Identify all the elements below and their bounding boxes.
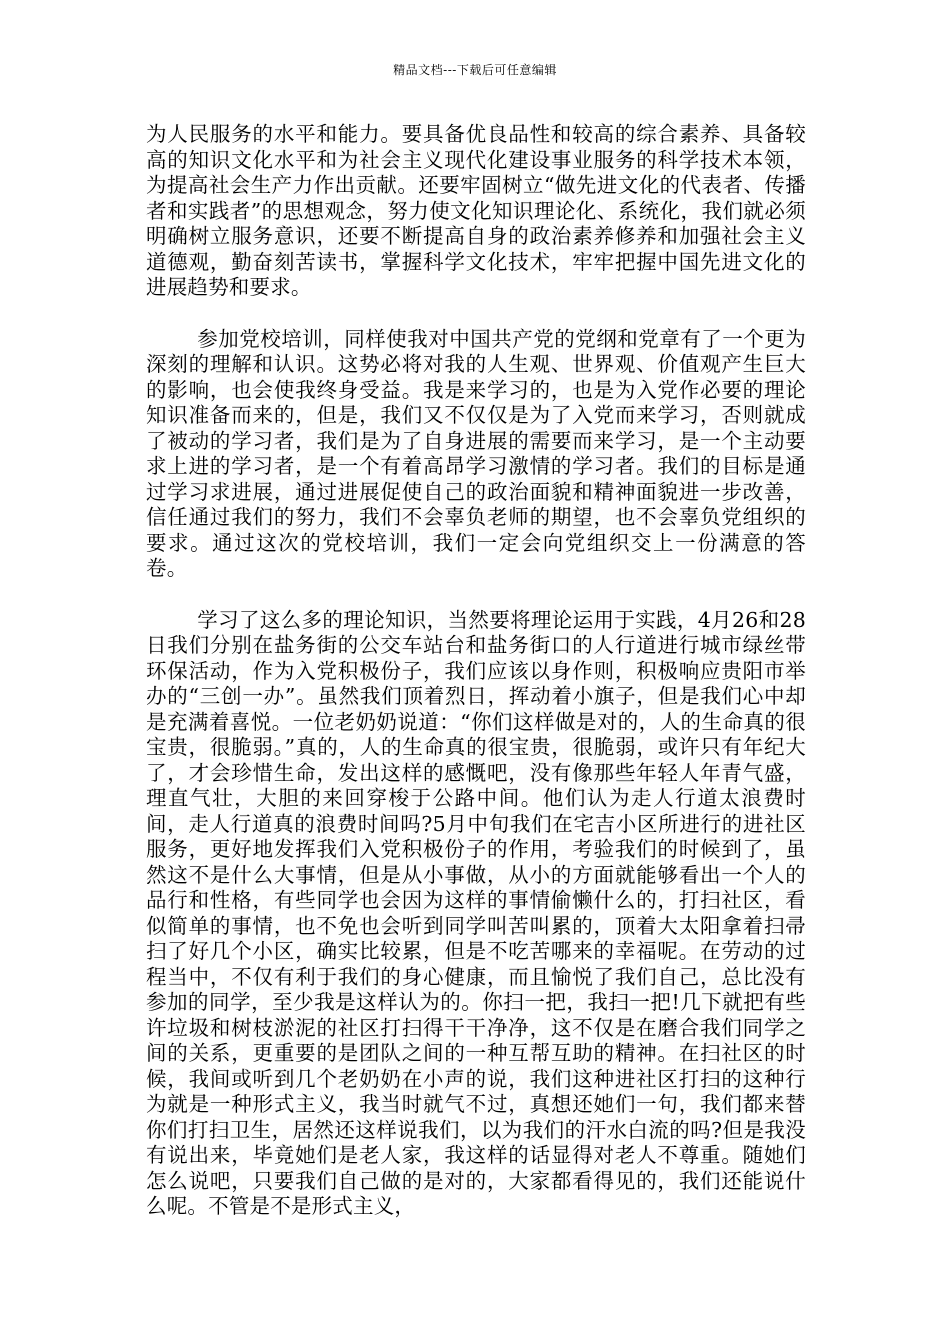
paragraph-1: 为人民服务的水平和能力。要具备优良品性和较高的综合素养、具备较高的知识文化水平和为社会主义现代化建设事业服务的科学技术本领，为提高社会生产力作出贡献。还要牢固树立“做先进文化的代表者、传播者和实践者”的思想观念，努力使文化知识理论化、系统化，我们就必须明确树立服务意识，还要不断提高自身的政治素养修养和加强社会主义道德观，勤奋刻苦读书，掌握科学文化技术，牢牢把握中国先进文化的进展趋势和要求。 [146, 122, 806, 299]
page-header: 精品文档---下载后可任意编辑 [393, 63, 557, 77]
paragraph-3: 学习了这么多的理论知识，当然要将理论运用于实践，4月26和28日我们分别在盐务街的公交车站台和盐务街口的人行道进行城市绿丝带环保活动，作为入党积极份子，我们应该以身作则，积极响应贵阳市举办的“三创一办”。虽然我们顶着烈日，挥动着小旗子，但是我们心中却是充满着喜悦。一位老奶奶说道：“你们这样做是对的，人的生命真的很宝贵，很脆弱。”真的，人的生命真的很宝贵，很脆弱，或许只有年纪大了，才会珍惜生命，发出这样的感慨吧，没有像那些年轻人年青气盛，理直气壮，大胆的来回穿梭于公路中间。他们认为走人行道太浪费时间，走人行道真的浪费时间吗?5月中旬我们在宅吉小区所进行的进社区服务，更好地发挥我们入党积极份子的作用，考验我们的时候到了，虽然这不是什么大事情，但是从小事做，从小的方面就能够看出一个人的品行和性格，有些同学也会因为这样的事情偷懒什么的，打扫社区，看似简单的事情，也不免也会听到同学叫苦叫累的，顶着大太阳拿着扫帚扫了好几个小区，确实比较累，但是不吃苦哪来的幸福呢。在劳动的过程当中，不仅有利于我们的身心健康，而且愉悦了我们自己，总比没有参加的同学，至少我是这样认为的。你扫一把，我扫一把!几下就把有些许垃圾和树枝淤泥的社区打扫得干干净净，这不仅是在磨合我们同学之间的关系，更重要的是团队之间的一种互帮互助的精神。在扫社区的时候，我间或听到几个老奶奶在小声的说，我们这种进社区打扫的这种行为就是一种形式主义，我当时就气不过，真想还她们一句，我们都来替你们打扫卫生，居然还这样说我们，以为我们的汗水白流的吗?但是我没有说出来，毕竟她们是老人家，我这样的话显得对老人不尊重。随她们怎么说吧，只要我们自己做的是对的，大家都看得见的，我们还能说什么呢。不管是不是形式主义， [146, 607, 806, 1218]
document-body [146, 122, 806, 1220]
paragraph-2: 参加党校培训，同样使我对中国共产党的党纲和党章有了一个更为深刻的理解和认识。这势必将对我的人生观、世界观、价值观产生巨大的影响，也会使我终身受益。我是来学习的，也是为入党作必要的理论知识准备而来的，但是，我们又不仅仅是为了入党而来学习，否则就成了被动的学习者，我们是为了自身进展的需要而来学习，是一个主动要求上进的学习者，是一个有着高昂学习激情的学习者。我们的目标是通过学习求进展，通过进展促使自己的政治面貌和精神面貌进一步改善，信任通过我们的努力，我们不会辜负老师的期望，也不会辜负党组织的要求。通过这次的党校培训，我们一定会向党组织交上一份满意的答卷。 [146, 326, 806, 580]
